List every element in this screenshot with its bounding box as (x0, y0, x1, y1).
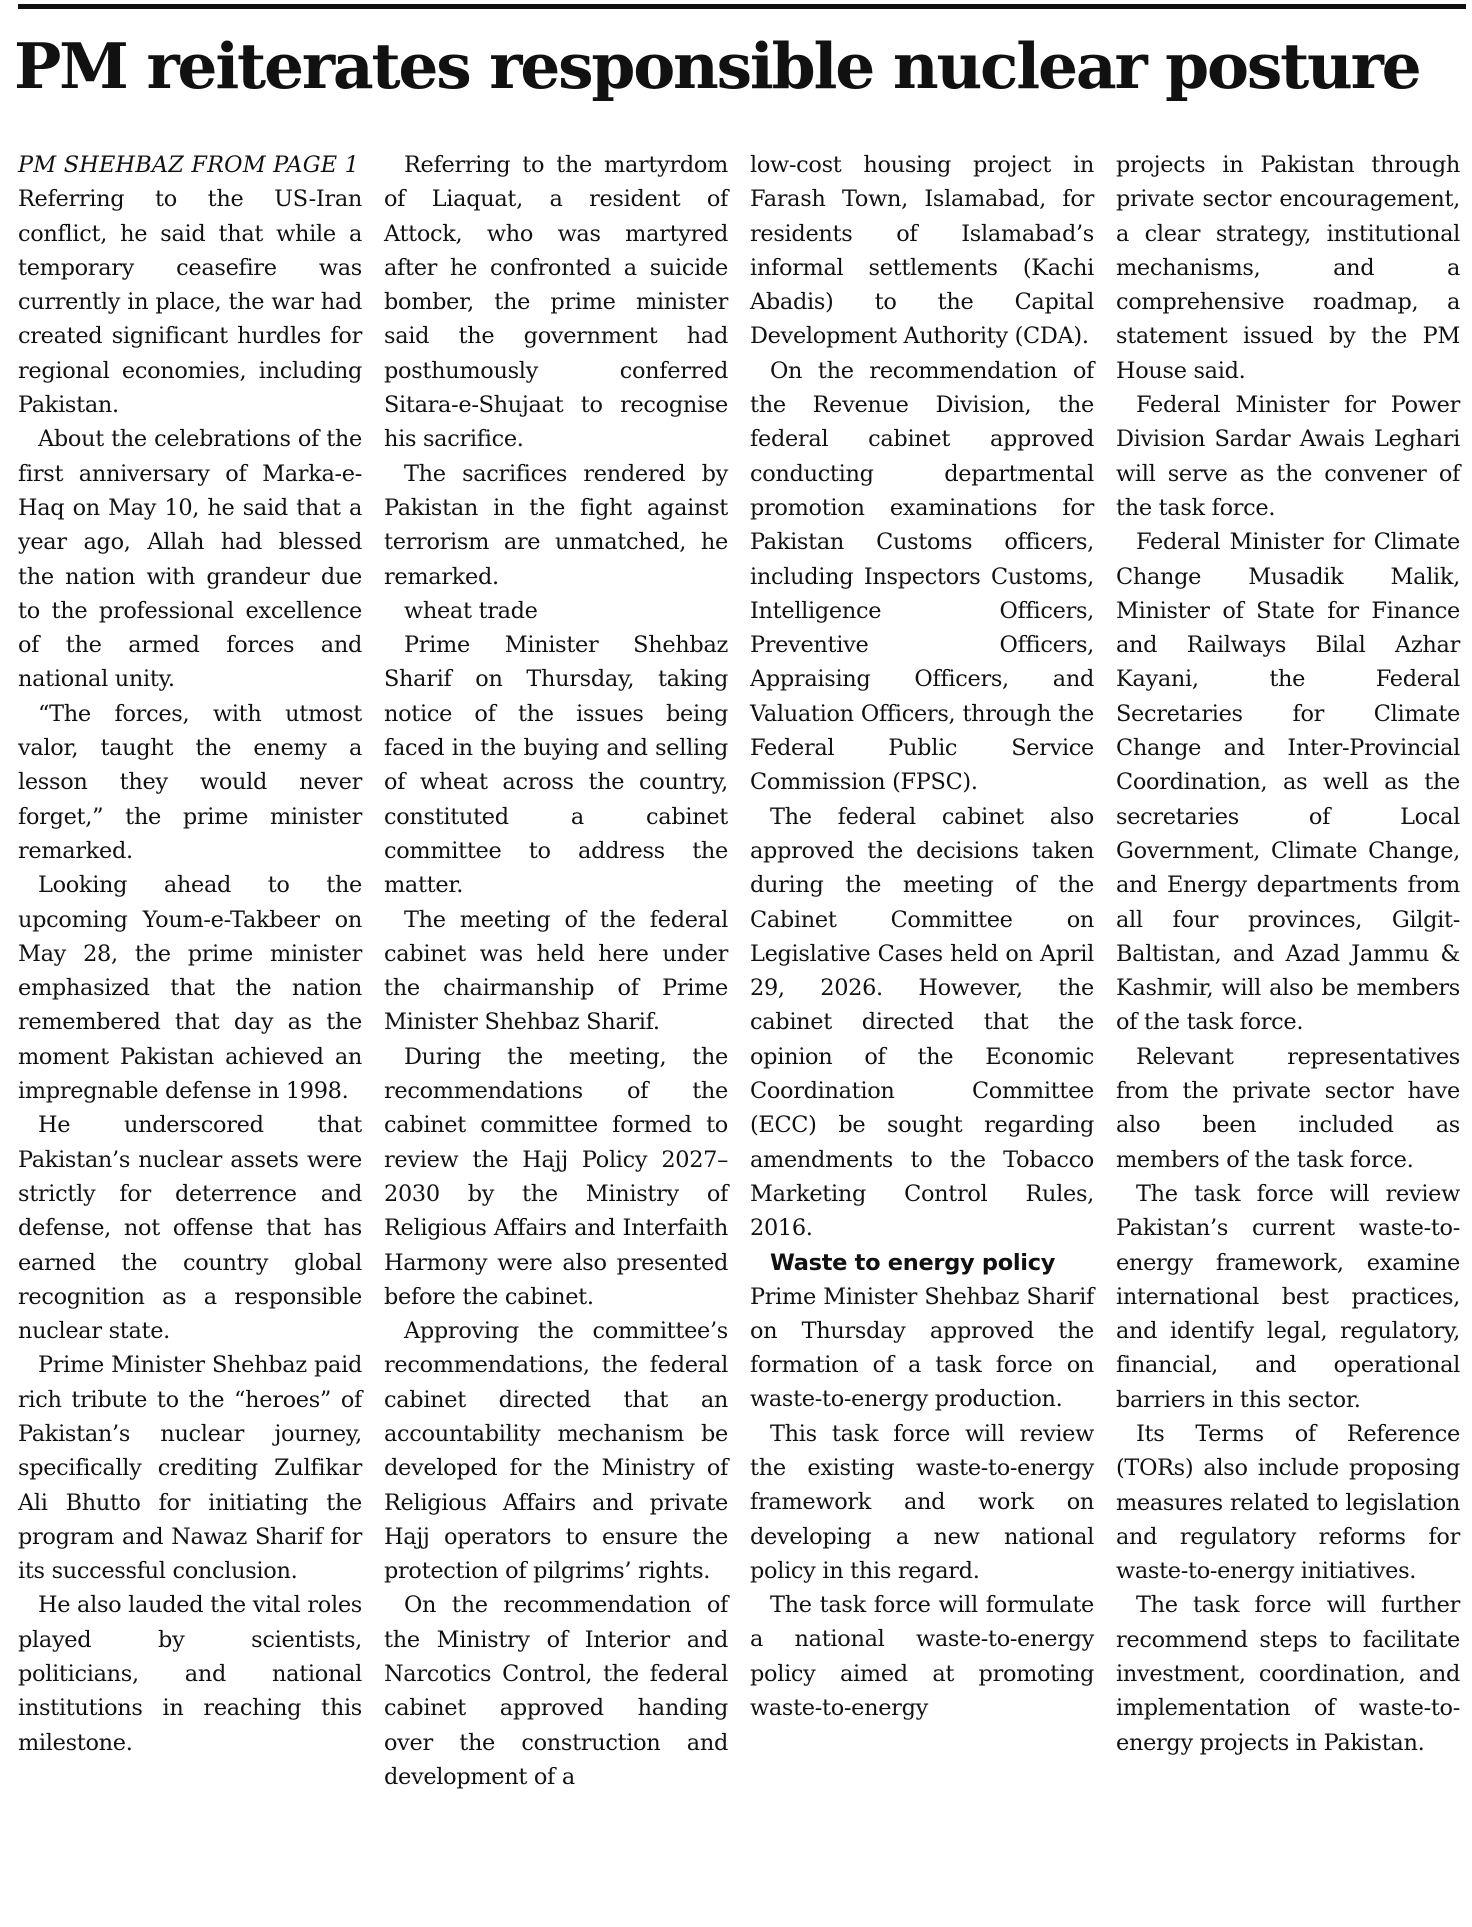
paragraph: During the meeting, the recommendations of the cabinet committee formed to review the Hajj Policy 2027–2030 by the Ministry of Religious Affairs and Interfaith Harmony were also presented before the cabinet. (384, 1043, 728, 1310)
paragraph: About the celebrations of the first anniversary of Marka-e-Haq on May 10, he said that a year ago, Allah had blessed the nation with grandeur due to the professional excellence of the armed forces and national unity. (18, 426, 362, 693)
paragraph: Federal Minister for Climate Change Musadik Malik, Minister of State for Finance and Railways Bilal Azhar Kayani, the Federal Secretaries for Climate Change and Inter-Provincial Coordination, as well as the secretaries of Local Government, Climate Change, and Energy departments from all four provinces, Gilgit-Baltistan, and Azad Jammu & Kashmir, will also be members of the task force. (1116, 529, 1460, 1036)
paragraph: The sacrifices rendered by Pakistan in the fight against terrorism are unmatched, he remarked. (384, 460, 728, 590)
paragraph: Federal Minister for Power Division Sardar Awais Leghari will serve as the convener of the task force. (1116, 392, 1460, 521)
paragraph: Prime Minister Shehbaz paid rich tribute to the “heroes” of Pakistan’s nuclear journey, specifically crediting Zulfikar Ali Bhutto for initiating the program and Nawaz Sharif for its successful conclusion. (18, 1352, 362, 1585)
column-2 (384, 148, 728, 1898)
paragraph: Prime Minister Shehbaz Sharif on Thursday, taking notice of the issues being faced in the buying and selling of wheat across the country, constituted a cabinet committee to address the matter. (384, 632, 728, 899)
headline: PM reiterates responsible nuclear posture (14, 29, 1420, 103)
paragraph: He also lauded the vital roles played by scientists, politicians, and national institutions in reaching this milestone. (18, 1592, 362, 1756)
paragraph: Prime Minister Shehbaz Sharif on Thursday approved the formation of a task force on waste-to-energy production. (750, 1283, 1094, 1413)
paragraph: This task force will review the existing waste-to-energy framework and work on developing a new national policy in this regard. (750, 1420, 1094, 1584)
paragraph: Looking ahead to the upcoming Youm-e-Takbeer on May 28, the prime minister emphasized that the nation remembered that day as the moment Pakistan achieved an impregnable defense in 1998. (18, 872, 362, 1105)
article-columns (18, 148, 1460, 1898)
column-3 (750, 148, 1094, 1898)
paragraph: Referring to the US-Iran conflict, he said that while a temporary ceasefire was currently in place, the war had created significant hurdles for regional economies, including Pakistan. (18, 186, 362, 419)
paragraph: On the recommendation of the Ministry of Interior and Narcotics Control, the federal cabinet approved handing over the construction and development of a (384, 1592, 728, 1790)
paragraph: The task force will review Pakistan’s current waste-to-energy framework, examine international best practices, and identify legal, regulatory, financial, and operational barriers in this sector. (1116, 1180, 1460, 1413)
paragraph: Approving the committee’s recommendations, the federal cabinet directed that an accountability mechanism be developed for the Ministry of Religious Affairs and private Hajj operators to ensure the protection of pilgrims’ rights. (384, 1318, 728, 1585)
column-4 (1116, 148, 1460, 1898)
paragraph: The federal cabinet also approved the decisions taken during the meeting of the Cabinet Committee on Legislative Cases held on April 29, 2026. However, the cabinet directed that the opinion of the Economic Coordination Committee (ECC) be sought regarding amendments to the Tobacco Marketing Control Rules, 2016. (750, 803, 1094, 1242)
paragraph: Relevant representatives from the private sector have also been included as members of the task force. (1116, 1043, 1460, 1173)
paragraph: He underscored that Pakistan’s nuclear assets were strictly for deterrence and defense, not offense that has earned the country global recognition as a responsible nuclear state. (18, 1112, 362, 1345)
section-label: wheat trade (404, 597, 538, 624)
paragraph: “The forces, with utmost valor, taught the enemy a lesson they would never forget,” the prime minister remarked. (18, 700, 362, 864)
subheading: Waste to energy policy (770, 1249, 1056, 1276)
paragraph: low-cost housing project in Farash Town, Islamabad, for residents of Islamabad’s informal settlements (Kachi Abadis) to the Capital Development Authority (CDA). (750, 152, 1094, 350)
paragraph: Its Terms of Reference (TORs) also include proposing measures related to legislation and regulatory reforms for waste-to-energy initiatives. (1116, 1420, 1460, 1585)
column-1 (18, 148, 362, 1898)
kicker: PM SHEHBAZ FROM PAGE 1 (18, 152, 360, 178)
paragraph: The task force will formulate a national waste-to-energy policy aimed at promoting waste-to-energy (750, 1592, 1094, 1722)
paragraph: On the recommendation of the Revenue Division, the federal cabinet approved conducting departmental promotion examinations for Pakistan Customs officers, including Inspectors Customs, Intelligence Officers, Preventive Officers, Appraising Officers, and Valuation Officers, through the Federal Public Service Commission (FPSC). (750, 357, 1094, 796)
paragraph: Referring to the martyrdom of Liaquat, a resident of Attock, who was martyred after he confronted a suicide bomber, the prime minister said the government had posthumously conferred Sitara-e-Shujaat to recognise his sacrifice. (384, 152, 728, 453)
paragraph: projects in Pakistan through private sector encouragement, a clear strategy, institutional mechanisms, and a comprehensive roadmap, a statement issued by the PM House said. (1116, 152, 1460, 384)
paragraph: The meeting of the federal cabinet was held here under the chairmanship of Prime Minister Shehbaz Sharif. (384, 906, 728, 1036)
top-rule (18, 4, 1466, 9)
paragraph: The task force will further recommend steps to facilitate investment, coordination, and implementation of waste-to-energy projects in Pakistan. (1116, 1592, 1460, 1756)
